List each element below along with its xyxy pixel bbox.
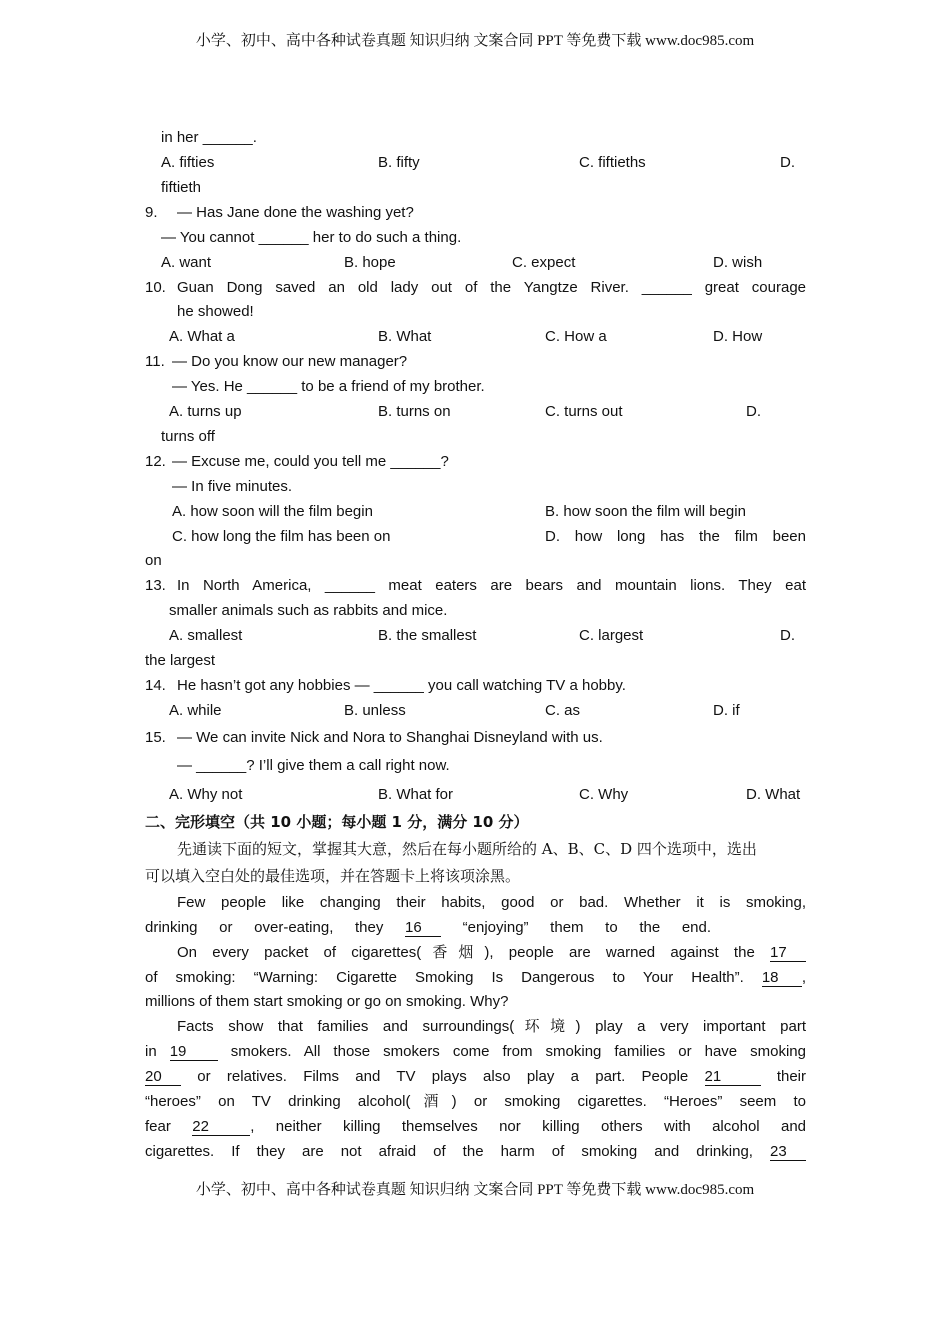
q9-line1: — Has Jane done the washing yet?	[177, 204, 414, 221]
blank-19: 19	[170, 1043, 218, 1061]
q15-option-d: D. What	[746, 786, 801, 803]
q15-option-b: B. What for	[378, 786, 454, 803]
passage-text: drinking or over-eating, they	[145, 919, 384, 936]
q12-option-d-tail: on	[145, 552, 162, 569]
q10-number: 10.	[145, 279, 166, 296]
passage-line: Facts show that families and surroundings(环境) play a very important part	[177, 1018, 806, 1035]
blank-18: 18	[762, 969, 802, 987]
q9-option-a: A. want	[161, 254, 212, 271]
blank-20: 20	[145, 1068, 181, 1086]
q13-line1: In North America, ______ meat eaters are bears and mountain lions. They eat	[177, 577, 806, 594]
q15-number: 15.	[145, 729, 166, 746]
passage-line	[145, 918, 806, 938]
q13-option-d-text: the largest	[145, 652, 216, 669]
q12-line2: — In five minutes.	[172, 478, 293, 495]
q10-option-d: D. How	[713, 328, 763, 345]
q11-option-d-text: turns off	[161, 428, 215, 445]
q12-option-d: D. how long has the film been	[545, 528, 806, 545]
passage-text: of smoking: “Warning: Cigarette Smoking Is Dangerous to Your Health”.	[145, 969, 744, 986]
q8-option-a: A. fifties	[161, 154, 215, 171]
q10-option-c: C. How a	[545, 328, 607, 345]
passage-line	[145, 1117, 806, 1137]
passage-line: millions of them start smoking or go on smoking. Why?	[145, 993, 509, 1010]
passage-text: On every packet of cigarettes(香烟), people are warned against the	[177, 944, 755, 961]
passage-text: smokers. All those smokers come from smoking families or have smoking	[230, 1043, 806, 1060]
blank-22: 22	[192, 1118, 250, 1136]
q13-option-d: D.	[780, 627, 795, 644]
passage-line	[145, 1142, 806, 1162]
instructions-line1: 先通读下面的短文，掌握其大意，然后在每小题所给的 A、B、C、D 四个选项中，选出	[177, 840, 757, 858]
q9-option-c: C. expect	[512, 254, 576, 271]
q9-number: 9.	[145, 204, 158, 221]
q12-option-b: B. how soon the film will begin	[545, 503, 746, 520]
passage-text: in	[145, 1043, 157, 1060]
q11-option-c: C. turns out	[545, 403, 623, 420]
q12-line1: — Excuse me, could you tell me ______?	[172, 453, 449, 470]
q10-option-b: B. What	[378, 328, 432, 345]
q10-option-a: A. What a	[169, 328, 235, 345]
q14-option-d: D. if	[713, 702, 740, 719]
blank-21: 21	[705, 1068, 761, 1086]
passage-text: , neither killing themselves nor killing others with alcohol and	[250, 1118, 807, 1135]
q8-option-d: D.	[780, 154, 795, 171]
q15-line2: — ______? I’ll give them a call right now.	[177, 757, 450, 774]
q14-number: 14.	[145, 677, 166, 694]
q9-option-d: D. wish	[713, 254, 763, 271]
q12-number: 12.	[145, 453, 166, 470]
page-footer: 小学、初中、高中各种试卷真题 知识归纳 文案合同 PPT 等免费下载 www.doc985.com	[195, 1182, 755, 1198]
instructions-line2: 可以填入空白处的最佳选项，并在答题卡上将该项涂黑。	[145, 867, 521, 885]
passage-text: cigarettes. If they are not afraid of the harm of smoking and drinking,	[145, 1143, 753, 1160]
passage-line: Few people like changing their habits, good or bad. Whether it is smoking,	[177, 894, 806, 911]
q11-option-d: D.	[746, 403, 761, 420]
passage-line	[145, 1042, 806, 1062]
q13-line2: smaller animals such as rabbits and mice.	[169, 602, 448, 619]
q8-option-b: B. fifty	[378, 154, 420, 171]
section-heading: 二、完形填空（共 10 小题；每小题 1 分，满分 10 分）	[145, 813, 529, 831]
q11-number: 11.	[145, 353, 165, 370]
q11-option-b: B. turns on	[378, 403, 451, 420]
blank-16: 16	[405, 919, 441, 937]
page-header: 小学、初中、高中各种试卷真题 知识归纳 文案合同 PPT 等免费下载 www.doc985.com	[195, 33, 755, 49]
q10-line2: he showed!	[177, 303, 254, 320]
passage-text: fear	[145, 1118, 171, 1135]
passage-text: their	[776, 1068, 806, 1085]
passage-text: or relatives. Films and TV plays also play a part. People	[197, 1068, 689, 1085]
q14-option-c: C. as	[545, 702, 581, 719]
passage-line	[177, 943, 806, 963]
q8-stem: in her ______.	[161, 129, 257, 146]
passage-line	[145, 1067, 806, 1087]
q9-line2: — You cannot ______ her to do such a thing.	[161, 229, 462, 246]
q15-option-c: C. Why	[579, 786, 629, 803]
q8-option-d-text: fiftieth	[161, 179, 202, 196]
passage-text: “enjoying” them to the end.	[462, 919, 712, 936]
q11-option-a: A. turns up	[169, 403, 242, 420]
q14-option-b: B. unless	[344, 702, 406, 719]
q13-number: 13.	[145, 577, 166, 594]
q15-option-a: A. Why not	[169, 786, 243, 803]
q15-line1: — We can invite Nick and Nora to Shanghai Disneyland with us.	[177, 729, 603, 746]
q12-option-a: A. how soon will the film begin	[172, 503, 373, 520]
q14-option-a: A. while	[169, 702, 222, 719]
passage-line	[145, 968, 806, 988]
blank-17: 17	[770, 944, 806, 962]
q12-option-c: C. how long the film has been on	[172, 528, 391, 545]
passage-line: “heroes” on TV drinking alcohol(酒) or smoking cigarettes. “Heroes” seem to	[145, 1093, 806, 1110]
blank-23: 23	[770, 1143, 806, 1161]
q9-option-b: B. hope	[344, 254, 396, 271]
q11-line1: — Do you know our new manager?	[172, 353, 408, 370]
q13-option-b: B. the smallest	[378, 627, 477, 644]
passage-text: ,	[801, 969, 807, 986]
q13-option-c: C. largest	[579, 627, 644, 644]
q11-line2: — Yes. He ______ to be a friend of my brother.	[172, 378, 485, 395]
q8-option-c: C. fiftieths	[579, 154, 646, 171]
q10-line1: Guan Dong saved an old lady out of the Yangtze River. ______ great courage	[177, 279, 806, 296]
q13-option-a: A. smallest	[169, 627, 243, 644]
q14-line1: He hasn’t got any hobbies — ______ you call watching TV a hobby.	[177, 677, 626, 694]
